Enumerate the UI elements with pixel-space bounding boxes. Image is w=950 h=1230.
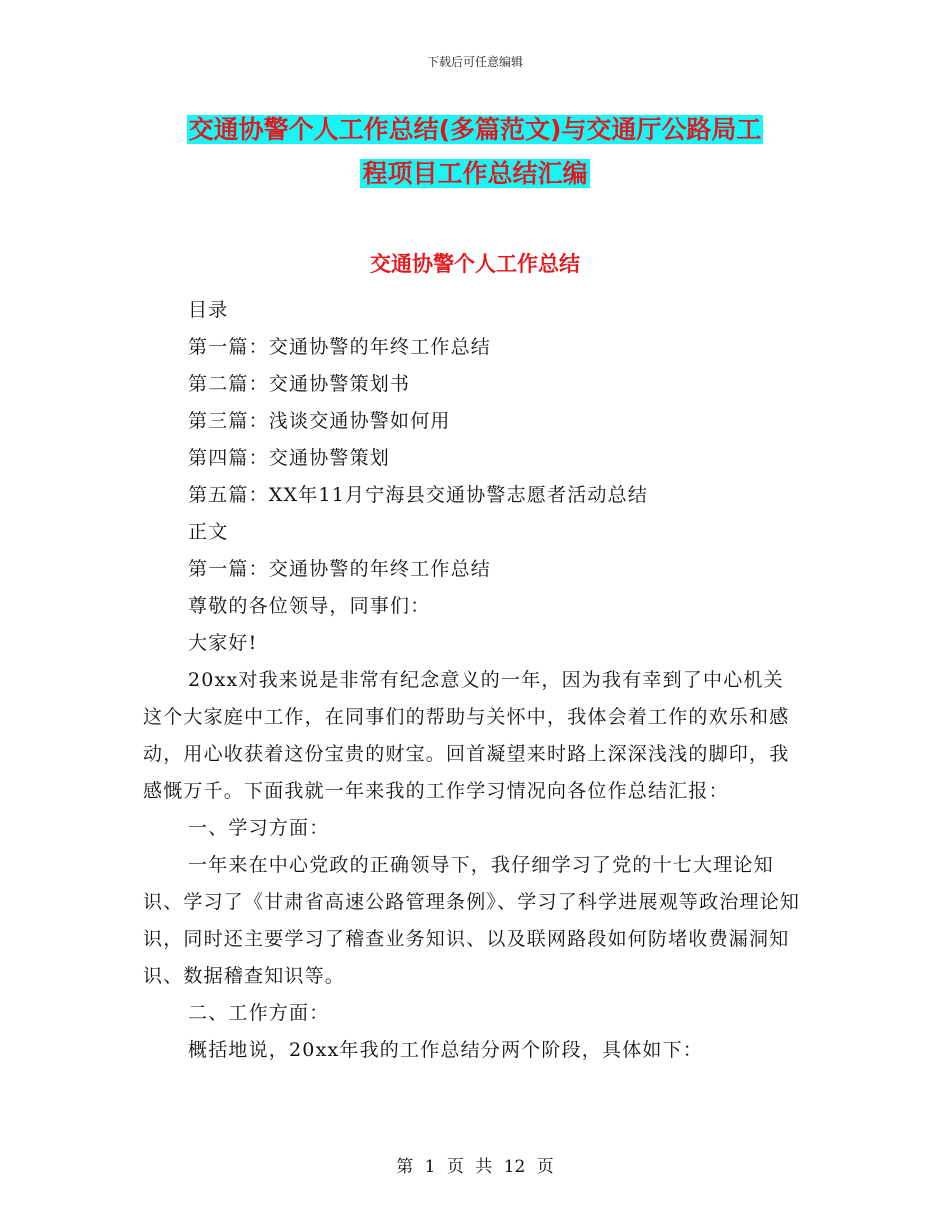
document-title	[0, 108, 950, 196]
toc-item-5: 第五篇：XX年11月宁海县交通协警志愿者活动总结	[188, 484, 649, 506]
toc-heading: 目录	[188, 299, 229, 321]
toc-item-1: 第一篇：交通协警的年终工作总结	[188, 336, 492, 358]
greeting: 大家好!	[188, 632, 258, 654]
subheading-study: 一、学习方面：	[188, 817, 330, 839]
salutation: 尊敬的各位领导，同事们：	[188, 595, 431, 617]
title-line-1: 交通协警个人工作总结(多篇范文)与交通厅公路局工	[188, 115, 762, 144]
document-body	[143, 292, 803, 1069]
toc-item-2: 第二篇：交通协警策划书	[188, 373, 411, 395]
toc-item-4: 第四篇：交通协警策划	[188, 447, 391, 469]
section-title: 交通协警个人工作总结	[370, 252, 580, 276]
header-note: 下载后可任意编辑	[426, 55, 523, 69]
title-line-2: 程项目工作总结汇编	[362, 159, 588, 188]
paragraph-study: 一年来在中心党政的正确领导下，我仔细学习了党的十七大理论知识、学习了《甘肃省高速公路管理条例》、学习了科学进展观等政治理论知识，同时还主要学习了稽查业务知识、以及联网路段如何防堵收费漏洞知识、数据稽查知识等。	[143, 854, 801, 987]
body-heading: 正文	[188, 521, 229, 543]
page-footer: 第 1 页 共 12 页	[396, 1157, 554, 1177]
chapter-title: 第一篇：交通协警的年终工作总结	[188, 558, 492, 580]
paragraph-work: 概括地说，20xx年我的工作总结分两个阶段，具体如下：	[188, 1039, 704, 1061]
toc-item-3: 第三篇：浅谈交通协警如何用	[188, 410, 451, 432]
paragraph-intro: 20xx对我来说是非常有纪念意义的一年，因为我有幸到了中心机关这个大家庭中工作，在同事们的帮助与关怀中，我体会着工作的欢乐和感动，用心收获着这份宝贵的财宝。回首凝望来时路上深深浅浅的脚印，我感慨万千。下面我就一年来我的工作学习情况向各位作总结汇报：	[143, 669, 790, 802]
subheading-work: 二、工作方面：	[188, 1002, 330, 1024]
